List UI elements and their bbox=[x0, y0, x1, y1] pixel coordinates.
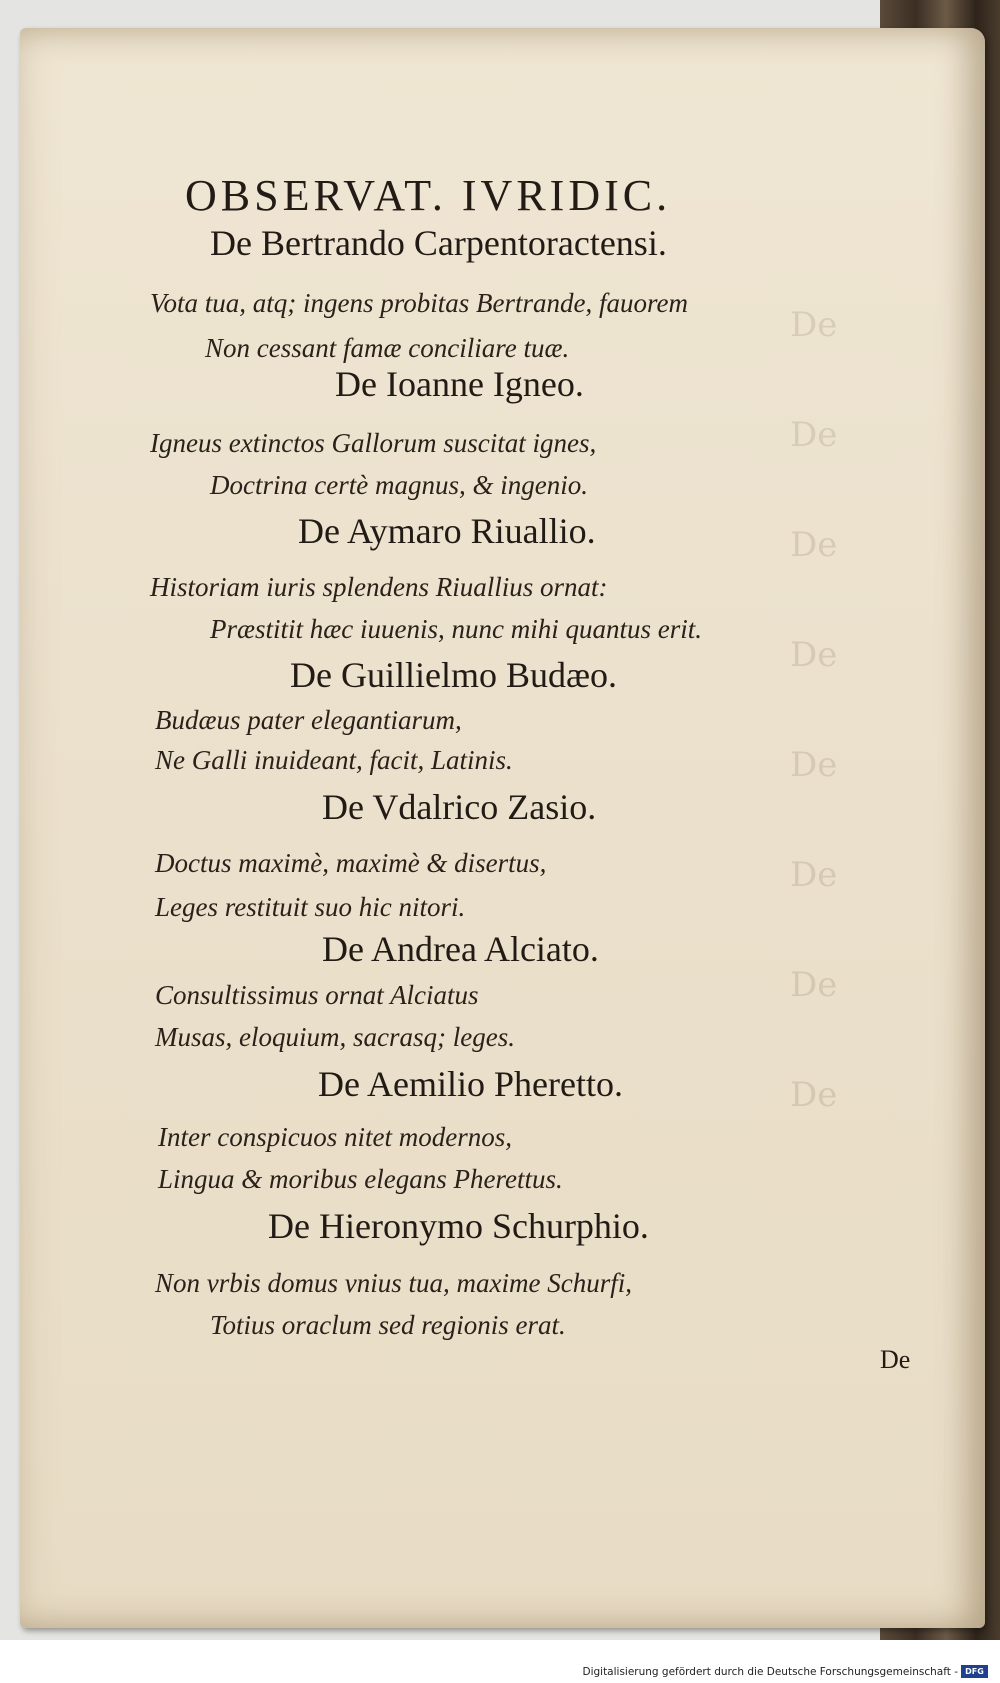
verse-line: Leges restituit suo hic nitori. bbox=[155, 892, 466, 922]
verse-line: Vota tua, atq; ingens probitas Bertrande, fauorem bbox=[150, 288, 688, 318]
verse-line: Præstitit hæc iuuenis, nunc mihi quantus erit. bbox=[210, 614, 702, 644]
verse-line: Musas, eloquium, sacrasq; leges. bbox=[155, 1022, 515, 1052]
entry-title-pheretto: De Aemilio Pheretto. bbox=[318, 1064, 623, 1104]
running-head: OBSERVAT. IVRIDIC. bbox=[185, 171, 672, 220]
entry-title-riuallio: De Aymaro Riuallio. bbox=[298, 511, 596, 551]
verse-line: Historiam iuris splendens Riuallius ornat: bbox=[150, 572, 608, 602]
catchword: De bbox=[880, 1345, 911, 1374]
entry-title-igneo: De Ioanne Igneo. bbox=[335, 364, 584, 404]
verse-line: Non cessant famæ conciliare tuæ. bbox=[205, 333, 570, 363]
entry-title-budaeo: De Guillielmo Budæo. bbox=[290, 655, 617, 695]
dfg-logo: DFG bbox=[961, 1665, 988, 1678]
verse-line: Lingua & moribus elegans Pherettus. bbox=[158, 1164, 563, 1194]
digitization-credit: Digitalisierung gefördert durch die Deutsche Forschungsgemeinschaft - bbox=[582, 1666, 958, 1678]
verse-line: Budæus pater elegantiarum, bbox=[155, 705, 462, 735]
verse-line: Inter conspicuos nitet modernos, bbox=[158, 1122, 512, 1152]
verse-line: Ne Galli inuideant, facit, Latinis. bbox=[155, 745, 513, 775]
verse-line: Doctrina certè magnus, & ingenio. bbox=[210, 470, 588, 500]
verse-line: Non vrbis domus vnius tua, maxime Schurfi, bbox=[155, 1268, 632, 1298]
entry-title-alciato: De Andrea Alciato. bbox=[322, 929, 599, 969]
verse-line: Consultissimus ornat Alciatus bbox=[155, 980, 479, 1010]
entry-title-schurphio: De Hieronymo Schurphio. bbox=[268, 1206, 649, 1246]
entry-title-zasio: De Vdalrico Zasio. bbox=[322, 787, 597, 827]
verse-line: Totius oraclum sed regionis erat. bbox=[210, 1310, 566, 1340]
verse-line: Igneus extinctos Gallorum suscitat ignes, bbox=[150, 428, 597, 458]
verse-line: Doctus maximè, maximè & disertus, bbox=[155, 848, 547, 878]
show-through-text: De De De De De De De De bbox=[790, 305, 838, 1115]
entry-title-bertrando: De Bertrando Carpentoractensi. bbox=[210, 223, 667, 263]
